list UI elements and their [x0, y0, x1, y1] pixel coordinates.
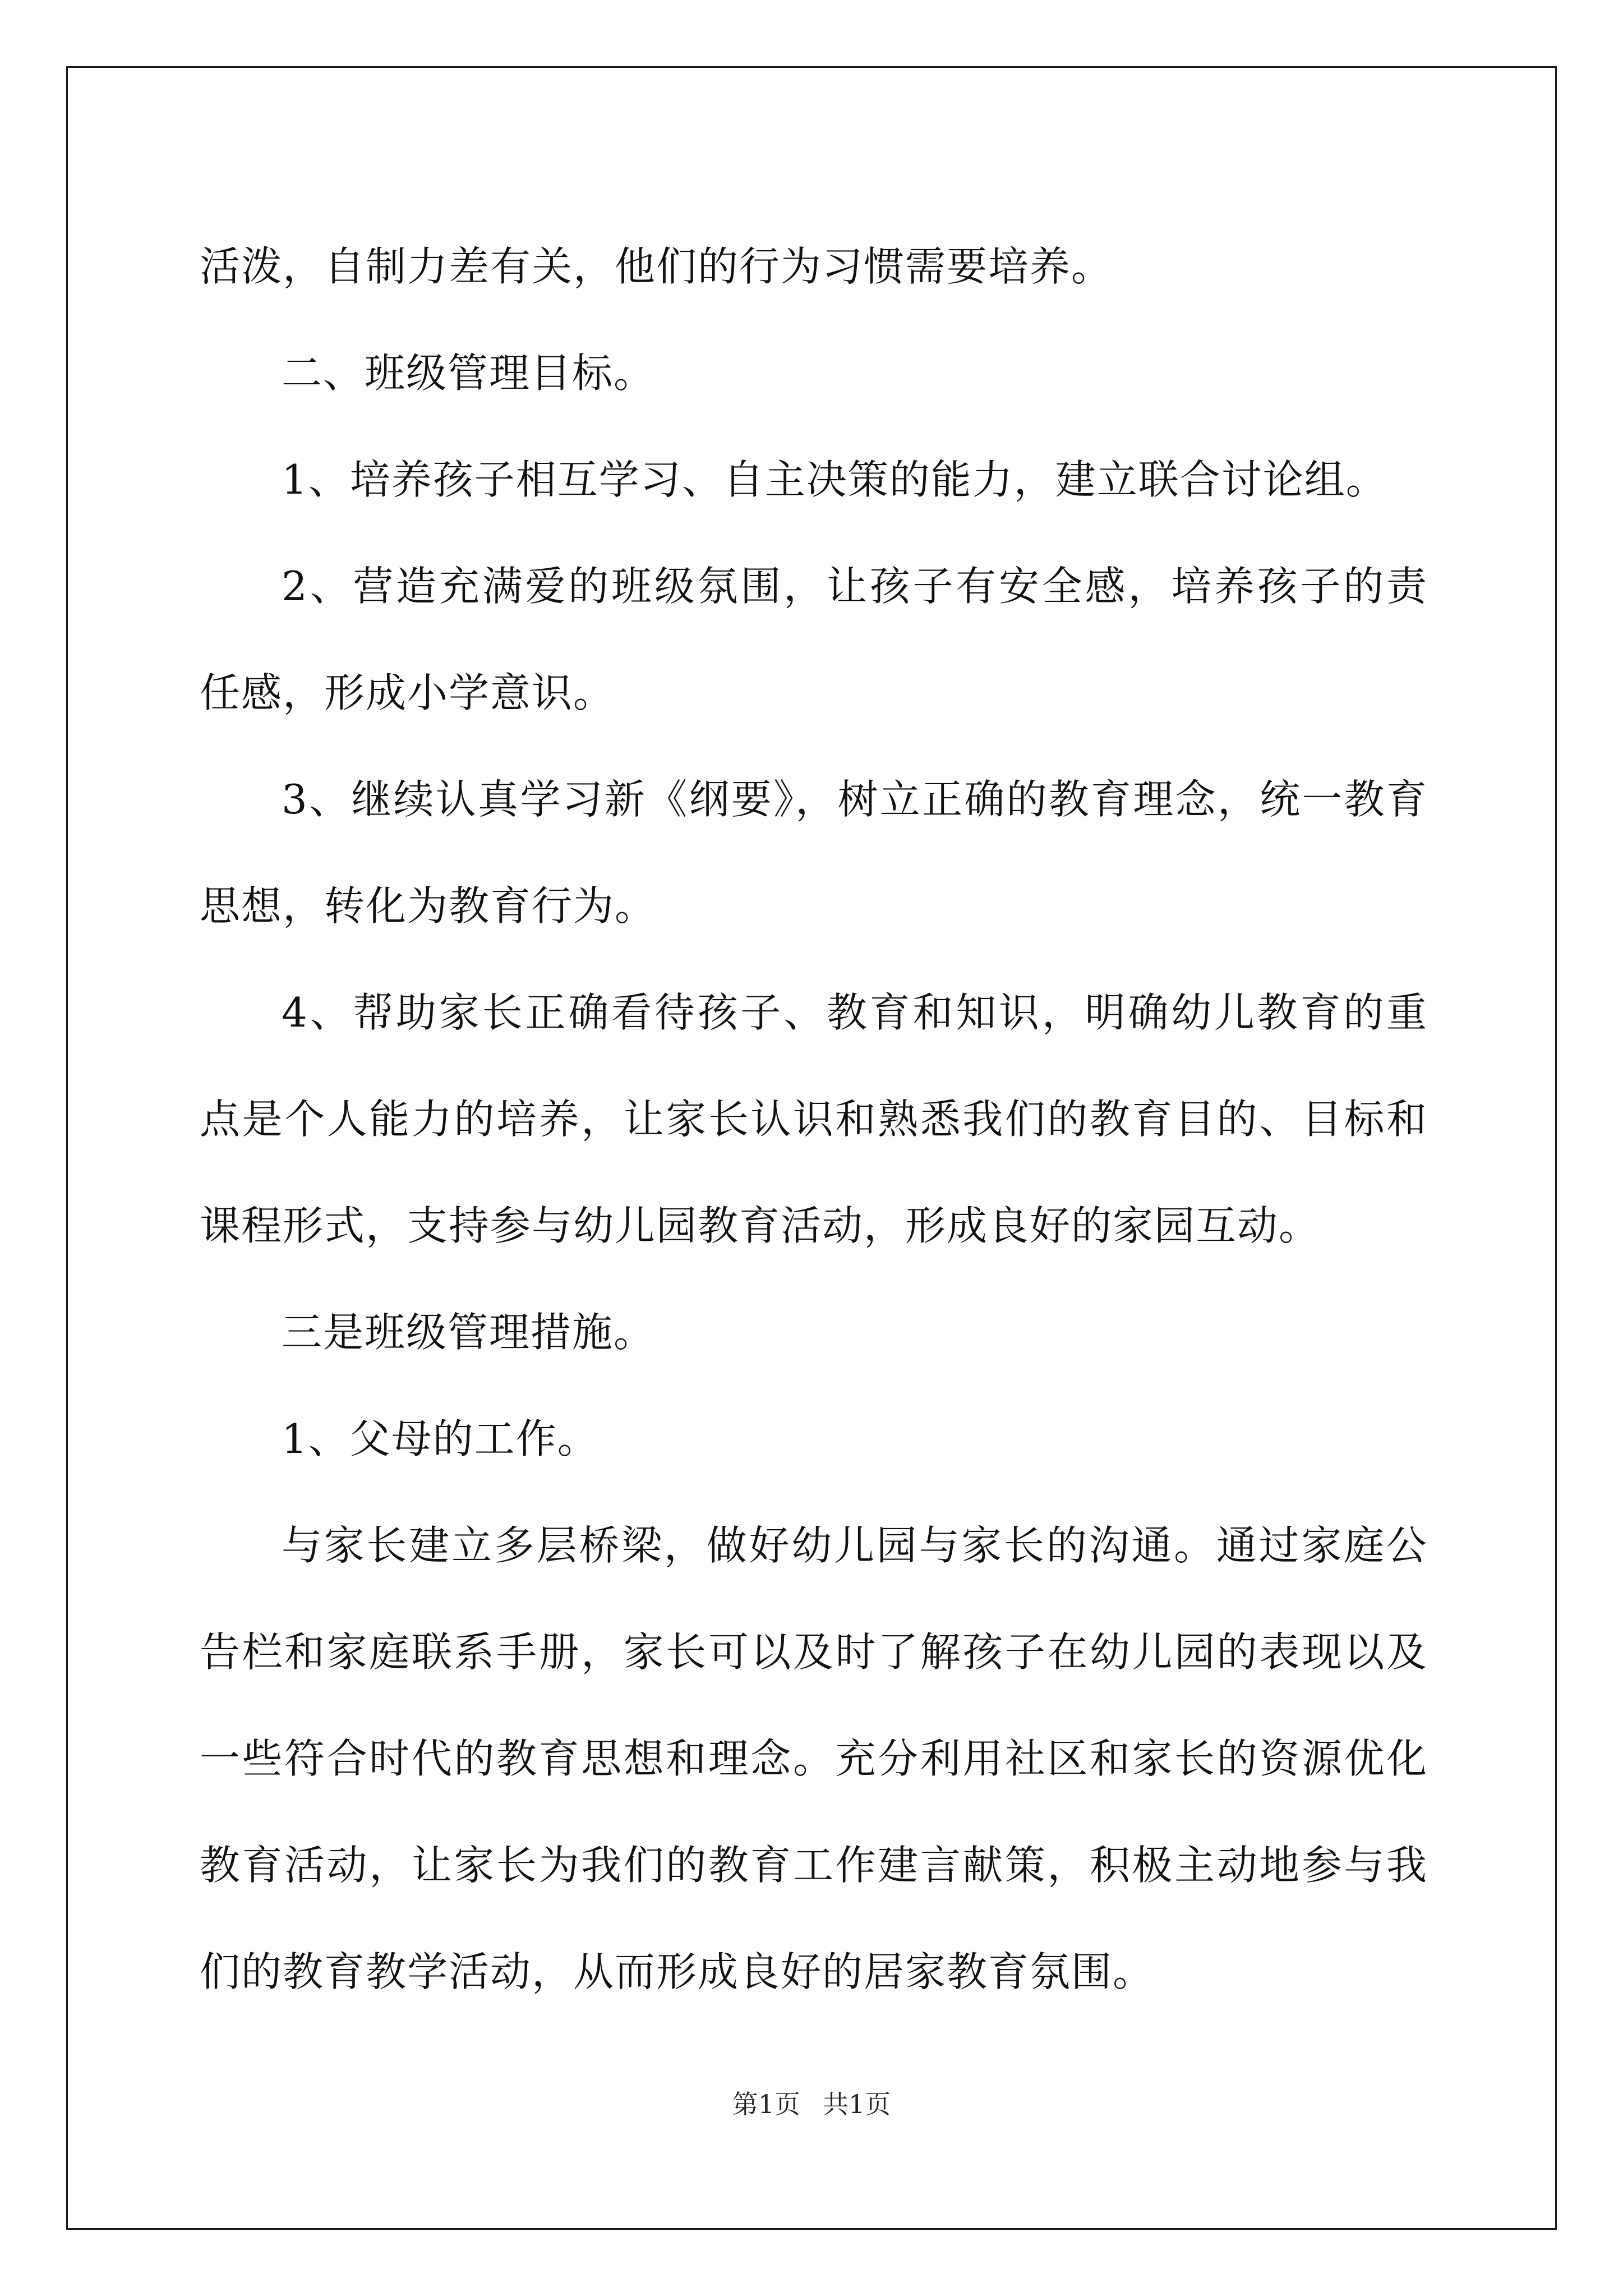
- list-item: 1、培养孩子相互学习、自主决策的能力，建立联合讨论组。: [282, 456, 1387, 503]
- list-item: 3、继续认真学习新《纲要》，树立正确的教育理念，统一教育思想，转化为教育行为。: [200, 776, 1428, 930]
- list-item: 2、营造充满爱的班级氛围，让孩子有安全感，培养孩子的责任感，形成小学意识。: [200, 563, 1428, 716]
- list-item: 4、帮助家长正确看待孩子、教育和知识，明确幼儿教育的重点是个人能力的培养，让家长认识和熟悉我们的教育目的、目标和课程形式，支持参与幼儿园教育活动，形成良好的家园互动。: [200, 989, 1428, 1249]
- page-number: 第1页: [732, 2089, 800, 2119]
- list-item: 1、父母的工作。: [282, 1415, 599, 1462]
- page-total: 共1页: [823, 2089, 891, 2119]
- paragraph: 与家长建立多层桥梁，做好幼儿园与家长的沟通。通过家庭公告栏和家庭联系手册，家长可以及时了解孩子在幼儿园的表现以及一些符合时代的教育思想和理念。充分利用社区和家长的资源优化教育活动，让家长为我们的教育工作建言献策，积极主动地参与我们的教育教学活动，从而形成良好的居家教育氛围。: [200, 1522, 1428, 1995]
- paragraph: 活泼，自制力差有关，他们的行为习惯需要培养。: [200, 243, 1113, 290]
- section-heading: 三是班级管理措施。: [282, 1309, 656, 1356]
- document-body: [200, 213, 1428, 2025]
- page-footer: [0, 2084, 1623, 2121]
- section-heading: 二、班级管理目标。: [282, 349, 656, 397]
